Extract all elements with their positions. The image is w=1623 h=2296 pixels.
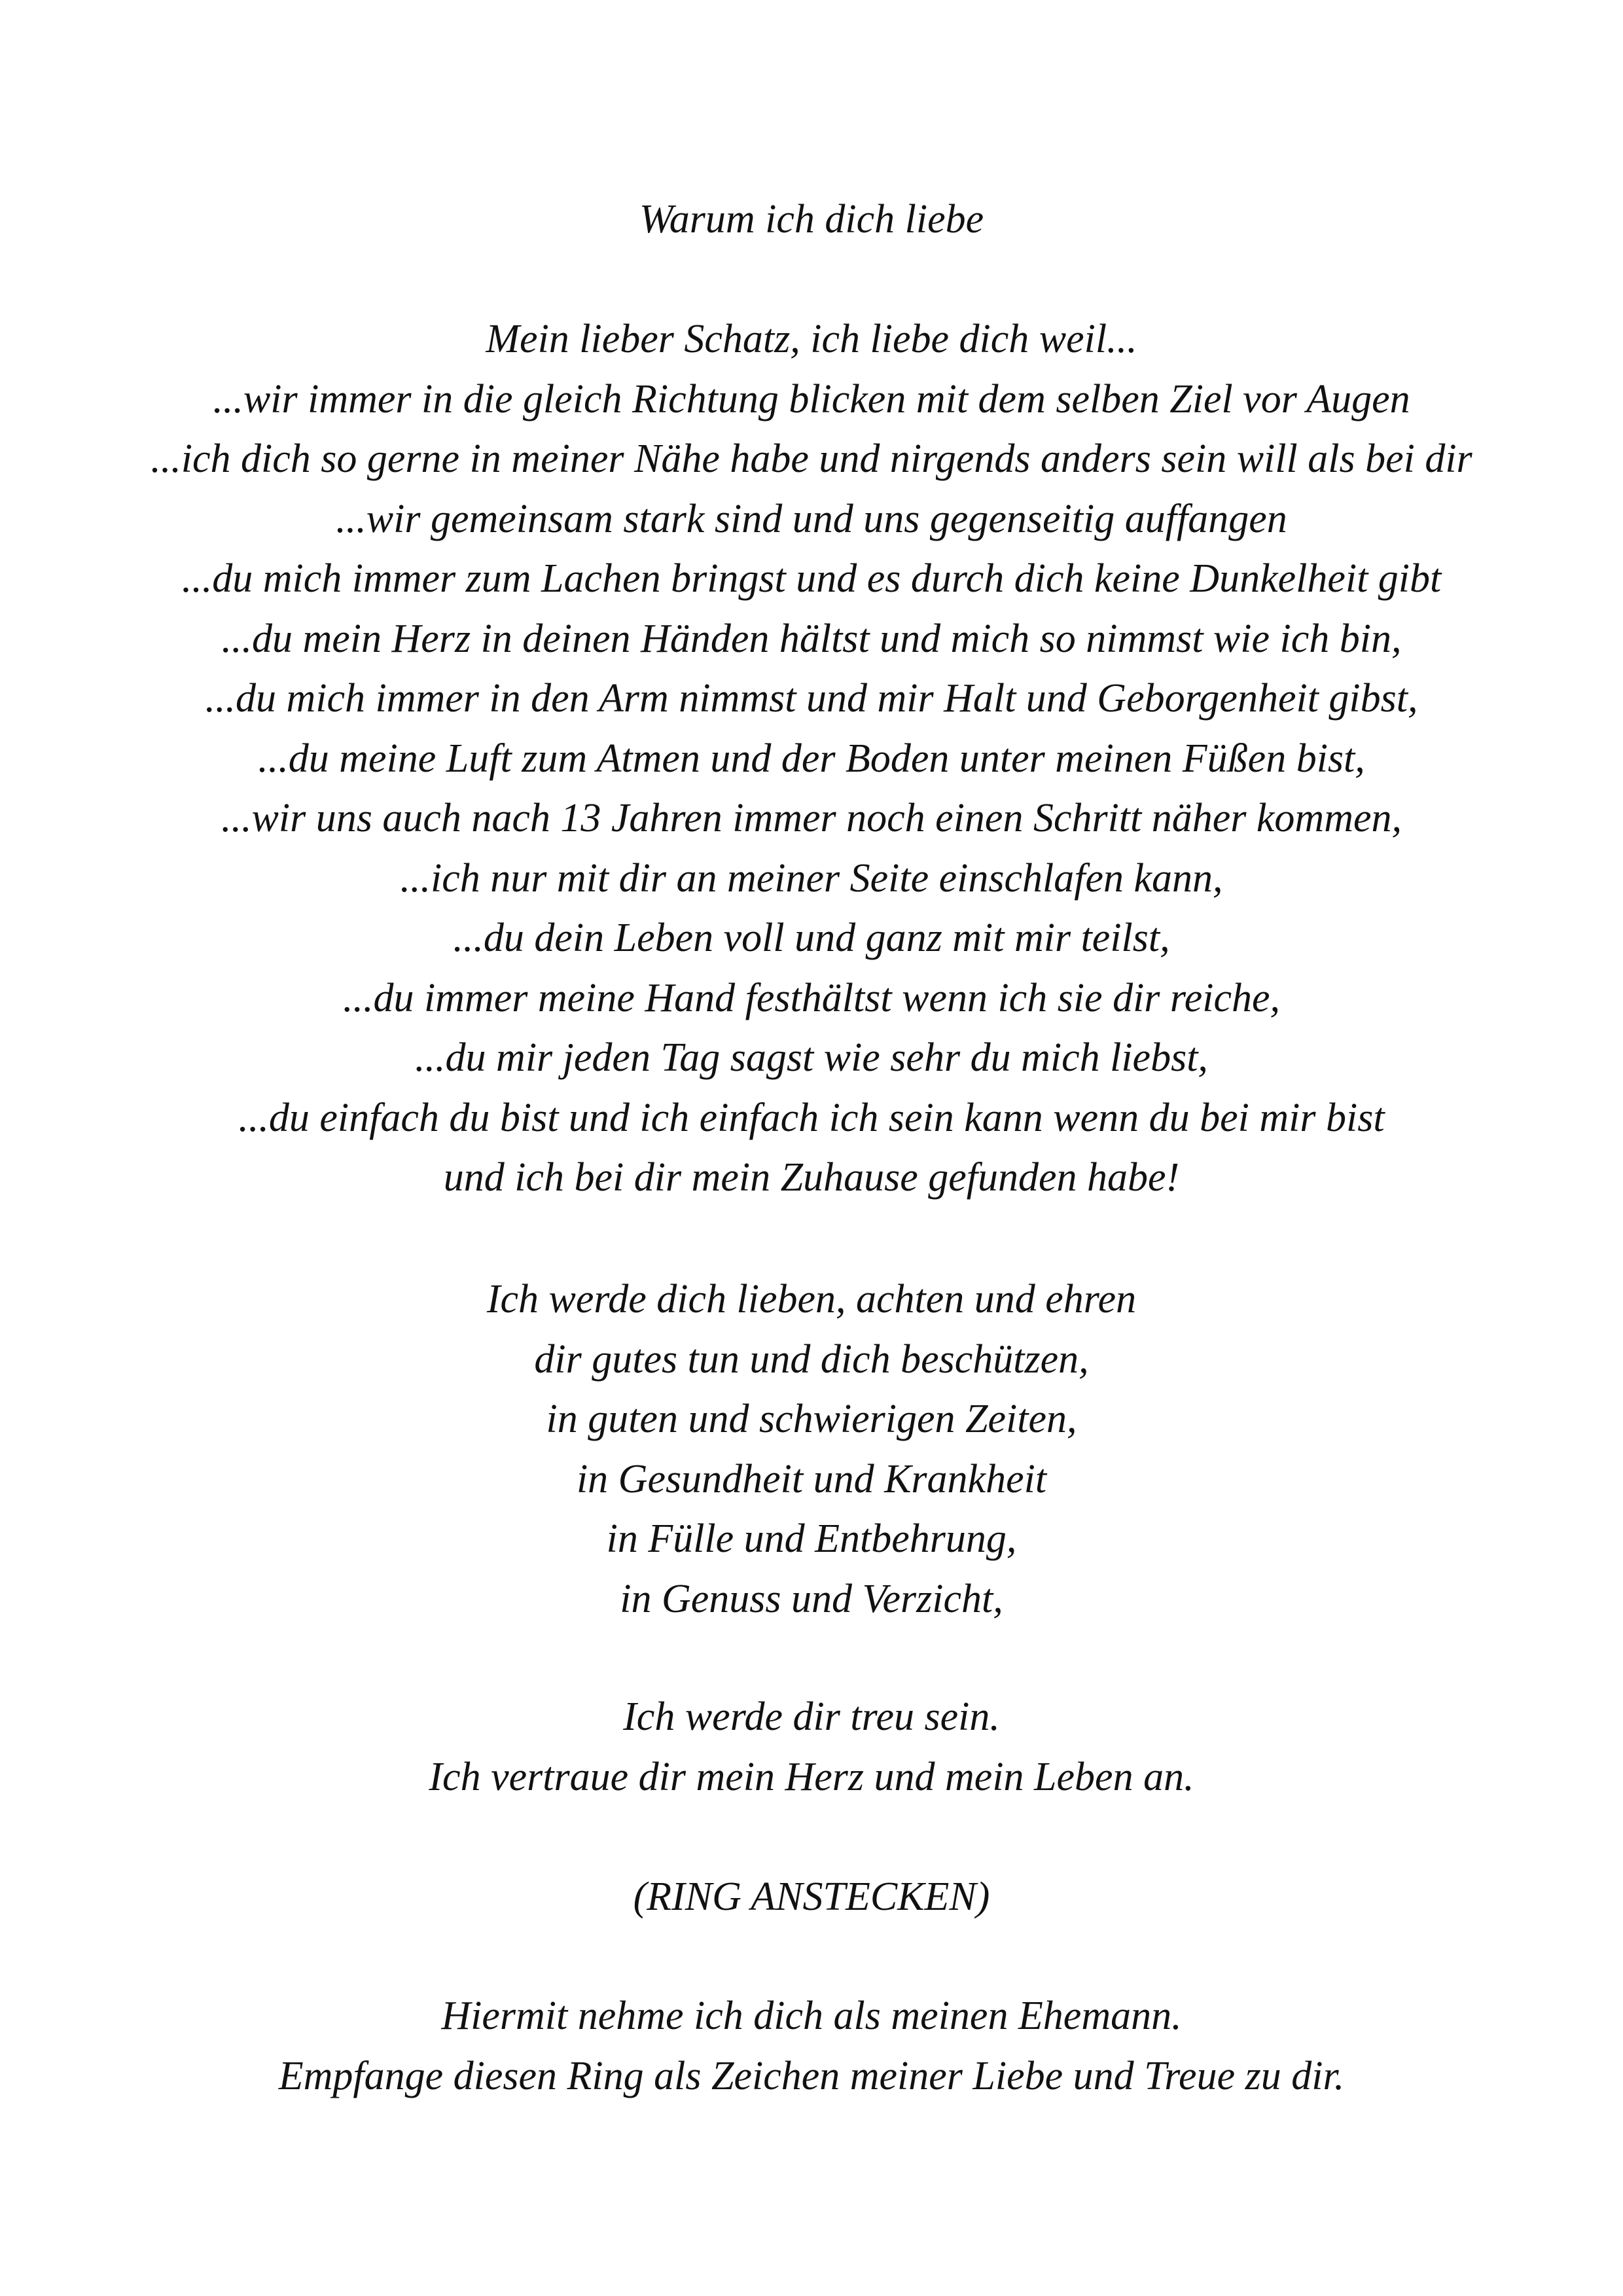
poem-line: ...wir uns auch nach 13 Jahren immer noch einen Schritt näher kommen, (221, 796, 1402, 840)
poem-line: Ich werde dich lieben, achten und ehren (486, 1277, 1137, 1321)
poem-line: Ich werde dir treu sein. (623, 1695, 1000, 1739)
poem-line: ...ich nur mit dir an meiner Seite einschlafen kann, (400, 855, 1223, 901)
poem-line: in Genuss und Verzicht, (620, 1576, 1003, 1621)
poem-line: und ich bei dir mein Zuhause gefunden habe! (443, 1155, 1180, 1200)
poem-line: ...wir immer in die gleich Richtung blicken mit dem selben Ziel vor Augen (213, 376, 1410, 422)
stanza-faithfulness (0, 1687, 1623, 1807)
poem-line: Ich vertraue dir mein Herz und mein Leben an. (429, 1754, 1194, 1799)
poem-line: ...du mir jeden Tag sagst wie sehr du mich liebst, (415, 1035, 1208, 1080)
poem-line: ...du meine Luft zum Atmen und der Boden unter meinen Füßen bist, (258, 736, 1365, 781)
poem-line: in Gesundheit und Krankheit (576, 1456, 1047, 1501)
poem-line: ...wir gemeinsam stark sind und uns gegenseitig auffangen (336, 496, 1287, 541)
document-title: Warum ich dich liebe (639, 197, 984, 242)
poem-line: ...du immer meine Hand festhältst wenn ich sie dir reiche, (342, 975, 1281, 1020)
poem-line: Hiermit nehme ich dich als meinen Ehemann. (441, 1994, 1182, 2038)
title-block (0, 190, 1623, 250)
ring-instruction: (RING ANSTECKEN) (633, 1874, 990, 1919)
poem-line: ...du mein Herz in deinen Händen hältst und mich so nimmst wie ich bin, (221, 616, 1402, 661)
poem-line: in guten und schwierigen Zeiten, (546, 1397, 1077, 1441)
poem-line: ...du einfach du bist und ich einfach ich sein kann wenn du bei mir bist (238, 1095, 1385, 1140)
stage-direction (0, 1867, 1623, 1928)
poem-line: dir gutes tun und dich beschützen, (534, 1336, 1089, 1382)
poem-line: Empfange diesen Ring als Zeichen meiner Liebe und Treue zu dir. (278, 2053, 1345, 2098)
stanza-closing (0, 1986, 1623, 2106)
poem-line: ...ich dich so gerne in meiner Nähe habe und nirgends anders sein will als bei dir (151, 437, 1472, 481)
poem-line: in Fülle und Entbehrung, (606, 1516, 1017, 1561)
poem-line: Mein lieber Schatz, ich liebe dich weil... (486, 317, 1137, 361)
poem-line: ...du mich immer zum Lachen bringst und es durch dich keine Dunkelheit gibt (181, 556, 1442, 601)
poem-line: ...du dein Leben voll und ganz mit mir teilst, (453, 916, 1170, 960)
stanza-vows (0, 1270, 1623, 1629)
stanza-reasons (0, 310, 1623, 1208)
poem-line: ...du mich immer in den Arm nimmst und mir Halt und Geborgenheit gibst, (205, 676, 1418, 721)
